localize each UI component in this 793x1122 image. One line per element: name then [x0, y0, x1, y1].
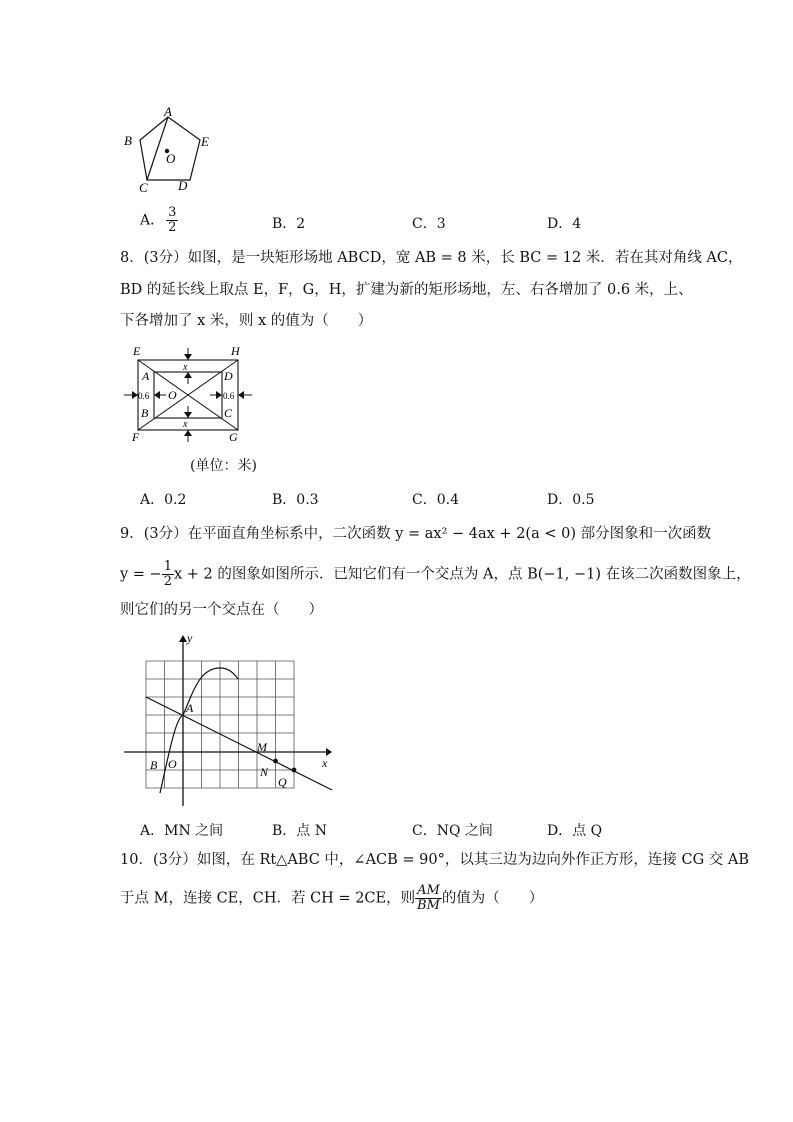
q8-label-06-right: 0.6 — [223, 391, 235, 401]
q7-pentagon-figure — [115, 100, 225, 195]
q9-label-m: M — [257, 740, 267, 754]
q8-option-d: D．0.5 — [547, 492, 595, 508]
q7-label-o: O — [166, 151, 176, 166]
q8-label-x-bottom: x — [183, 419, 188, 430]
q8-stem-line2: BD 的延长线上取点 E，F，G，H，扩建为新的矩形场地，左、右各增加了 0.6 米，上、 — [120, 282, 693, 298]
q9-label-o: O — [168, 757, 177, 771]
q9-label-q: Q — [278, 775, 287, 789]
q8-label-x-top: x — [183, 362, 188, 373]
q7-option-b: B．2 — [272, 216, 306, 232]
q9-label-y: y — [187, 631, 193, 645]
q8-option-c: C．0.4 — [412, 492, 459, 508]
q8-stem-line1: 8．(3分）如图，是一块矩形场地 ABCD，宽 AB = 8 米，长 BC = 12 米．若在其对角线 AC， — [120, 250, 743, 266]
q8-unit-caption: (单位：米) — [190, 458, 257, 474]
q9-option-c: C．NQ 之间 — [412, 823, 493, 839]
q9-option-b: B．点 N — [272, 823, 327, 839]
q9-stem-line3: 则它们的另一个交点在（ ） — [120, 602, 323, 618]
q8-label-f: F — [132, 430, 140, 444]
q9-stem-line1: 9．(3分）在平面直角坐标系中，二次函数 y = ax² − 4ax + 2(a < 0) 部分图象和一次函数 — [120, 526, 712, 542]
q7-label-b: B — [124, 133, 132, 148]
q8-label-b: B — [141, 406, 149, 420]
q9-label-b: B — [150, 758, 158, 772]
q9-label-x: x — [322, 756, 328, 770]
q8-label-a: A — [142, 369, 150, 383]
q9-label-n: N — [260, 765, 269, 779]
q7-option-c: C．3 — [412, 216, 446, 232]
q8-label-e: E — [133, 344, 141, 358]
q10-stem-line1: 10．(3分）如图，在 Rt△ABC 中，∠ACB = 90°，以其三边为边向外作正方形，连接 CG 交 AB — [120, 852, 750, 868]
q7-label-a: A — [164, 104, 172, 119]
q8-label-d: D — [224, 369, 233, 383]
q9-option-a: A．MN 之间 — [140, 823, 224, 839]
q9-graph-figure — [120, 628, 340, 810]
q9-option-d: D．点 Q — [547, 823, 603, 839]
q8-option-a: A．0.2 — [140, 492, 187, 508]
q8-label-g: G — [229, 430, 238, 444]
q8-rectangle-figure — [118, 340, 268, 450]
q8-stem-line3: 下各增加了 x 米，则 x 的值为（ ） — [120, 313, 373, 329]
q7-label-d: D — [178, 178, 188, 193]
q9-label-a: A — [186, 701, 194, 715]
q8-label-c: C — [224, 406, 233, 420]
q8-option-b: B．0.3 — [272, 492, 319, 508]
q10-stem-line2: 于点 M，连接 CE，CH．若 CH = 2CE，则 $\frac{AM}{BM}$ 的值为（ ） — [120, 883, 544, 913]
q8-label-06-left: 0.6 — [138, 391, 150, 401]
q8-label-h: H — [231, 344, 240, 358]
q8-label-o: O — [168, 388, 177, 402]
q7-option-a: A． $\frac{3}{2}$ — [140, 205, 177, 235]
q7-option-d: D．4 — [547, 216, 582, 232]
q9-stem-line2: y = − $\frac{1}{2}$ x + 2 的图象如图所示．已知它们有一个交点为 A，点 B(−1, −1) 在该二次函数图象上， — [120, 559, 751, 589]
q7-label-c: C — [139, 180, 148, 195]
q7-label-e: E — [201, 134, 209, 149]
